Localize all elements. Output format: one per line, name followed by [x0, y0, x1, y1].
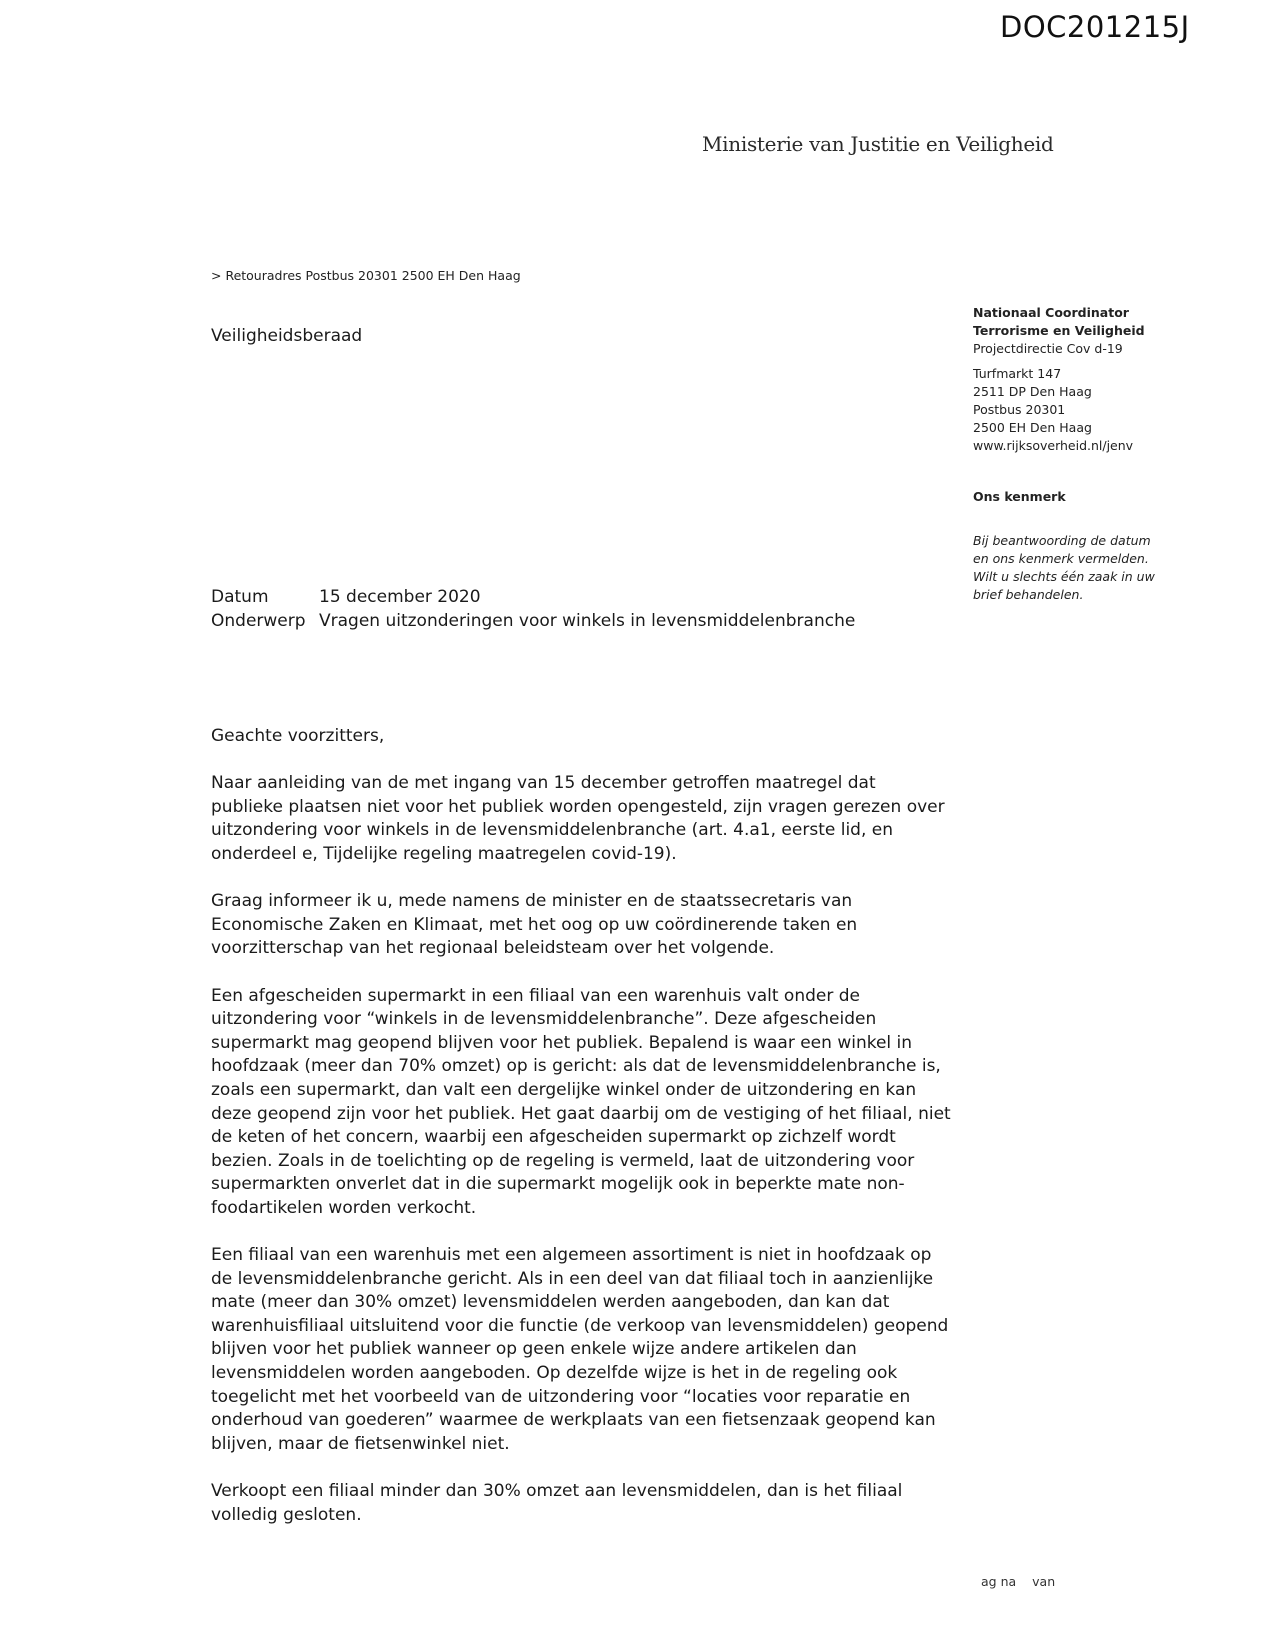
- sender-address-line: 2500 EH Den Haag: [973, 419, 1092, 435]
- page-label: ag na: [981, 1574, 1017, 1589]
- reply-note-line: Bij beantwoording de datum: [973, 533, 1151, 549]
- sender-org-line1: Nationaal Coordinator: [973, 305, 1129, 320]
- date-label: Datum: [211, 587, 269, 607]
- sender-department: Projectdirectie Cov d-19: [973, 340, 1123, 356]
- page-footer: [981, 1574, 1067, 1589]
- sender-org-line2: Terrorisme en Veiligheid: [973, 322, 1145, 338]
- sender-address-line: 2511 DP Den Haag: [973, 384, 1092, 400]
- sender-website: www.rijksoverheid.nl/jenv: [973, 437, 1134, 453]
- letter-body: [211, 725, 951, 1551]
- letter-meta: [211, 585, 855, 633]
- salutation: Geachte voorzitters,: [211, 726, 385, 746]
- body-paragraph: Naar aanleiding van de met ingang van 15 december getroffen maatregel dat publieke plaatsen niet voor het publiek worden opengesteld, zijn vragen gerezen over uitzondering voor winkels in de levensmiddelenbranche (art. 4.a1, eerste lid, en onderdeel e, Tijdelijke regeling maatregelen covid-19).: [211, 773, 945, 864]
- sender-address-line: Postbus 20301: [973, 401, 1066, 417]
- body-paragraph: Een filiaal van een warenhuis met een algemeen assortiment is niet in hoofdzaak op de levensmiddelenbranche gericht. Als in een deel van dat filiaal toch in aanzienlijke mate (meer dan 30% omzet) levensmiddelen werden aangeboden, dan kan dat warenhuisfiliaal uitsluitend voor die functie (de verkoop van levensmiddelen) geopend blijven voor het publiek wanneer op geen enkele wijze andere artikelen dan levensmiddelen worden aangeboden. Op dezelfde wijze is het in de regeling ook toegelicht met het voorbeeld van de uitzondering voor “locaties voor reparatie en onderhoud van goederen” waarmee de werkplaats van een fietsenzaak geopend kan blijven, maar de fietsenwinkel niet.: [211, 1245, 949, 1454]
- reference-label: Ons kenmerk: [973, 489, 1066, 505]
- page-of-label: van: [1032, 1574, 1056, 1589]
- reply-note-line: en ons kenmerk vermelden.: [973, 550, 1149, 566]
- reply-note-line: Wilt u slechts één zaak in uw: [973, 568, 1155, 584]
- sender-sidebar: [973, 304, 1263, 603]
- recipient: Veiligheidsberaad: [211, 326, 363, 346]
- subject-label: Onderwerp: [211, 611, 306, 631]
- body-paragraph: Verkoopt een filiaal minder dan 30% omzet aan levensmiddelen, dan is het filiaal volledig gesloten.: [211, 1481, 903, 1525]
- date-value: 15 december 2020: [319, 587, 481, 607]
- sender-address-line: Turfmarkt 147: [973, 366, 1062, 382]
- body-paragraph: Graag informeer ik u, mede namens de minister en de staatssecretaris van Economische Zaken en Klimaat, met het oog op uw coördinerende taken en voorzitterschap van het regionaal beleidsteam over het volgende.: [211, 891, 858, 959]
- ministry-logo-text: Ministerie van Justitie en Veiligheid: [702, 132, 1054, 156]
- date-row: [211, 585, 855, 609]
- return-address: > Retouradres Postbus 20301 2500 EH Den Haag: [211, 268, 521, 283]
- body-paragraph: Een afgescheiden supermarkt in een filiaal van een warenhuis valt onder de uitzondering voor “winkels in de levensmiddelenbranche”. Deze afgescheiden supermarkt mag geopend blijven voor het publiek. Bepalend is waar een winkel in hoofdzaak (meer dan 70% omzet) op is gericht: als dat de levensmiddelenbranche is, zoals een supermarkt, dan valt een dergelijke winkel onder de uitzondering en kan deze geopend zijn voor het publiek. Het gaat daarbij om de vestiging of het filiaal, niet de keten of het concern, waarbij een afgescheiden supermarkt op zichzelf wordt bezien. Zoals in de toelichting op de regeling is vermeld, laat de uitzondering voor supermarkten onverlet dat in die supermarkt mogelijk ook in beperkte mate non-foodartikelen worden verkocht.: [211, 985, 951, 1218]
- reply-note-line: brief behandelen.: [973, 586, 1084, 602]
- subject-value: Vragen uitzonderingen voor winkels in levensmiddelenbranche: [319, 611, 856, 631]
- document-code: DOC201215J: [1000, 10, 1190, 44]
- subject-row: [211, 609, 855, 633]
